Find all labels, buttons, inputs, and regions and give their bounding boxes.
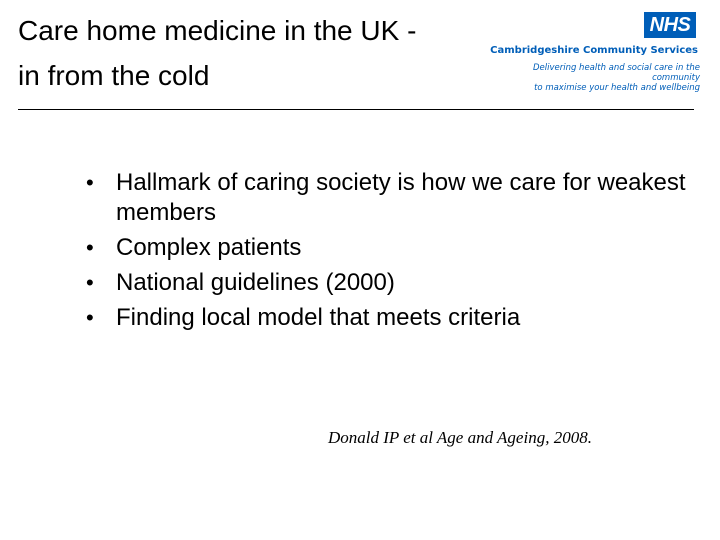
bullet-item: • Hallmark of caring society is how we care for weakest members (86, 168, 696, 228)
tagline-line-1: Delivering health and social care in the community (532, 63, 700, 83)
nhs-badge: NHS (644, 12, 696, 38)
nhs-logo (490, 12, 710, 93)
bullet-item: • Complex patients (86, 233, 696, 263)
title-line-1: Care home medicine in the UK - (18, 15, 417, 46)
bullet-list (86, 168, 696, 338)
bullet-item: • Finding local model that meets criteria (86, 303, 696, 333)
title-line-2: in from the cold (18, 60, 210, 91)
bullet-item: • National guidelines (2000) (86, 268, 696, 298)
tagline-line-2: to maximise your health and wellbeing (534, 83, 700, 93)
organisation-name: Cambridgeshire Community Services (490, 45, 698, 56)
title-divider (18, 109, 694, 110)
organisation-tagline (500, 63, 700, 93)
slide-title (18, 8, 416, 98)
citation: Donald IP et al Age and Ageing, 2008. (328, 428, 592, 447)
